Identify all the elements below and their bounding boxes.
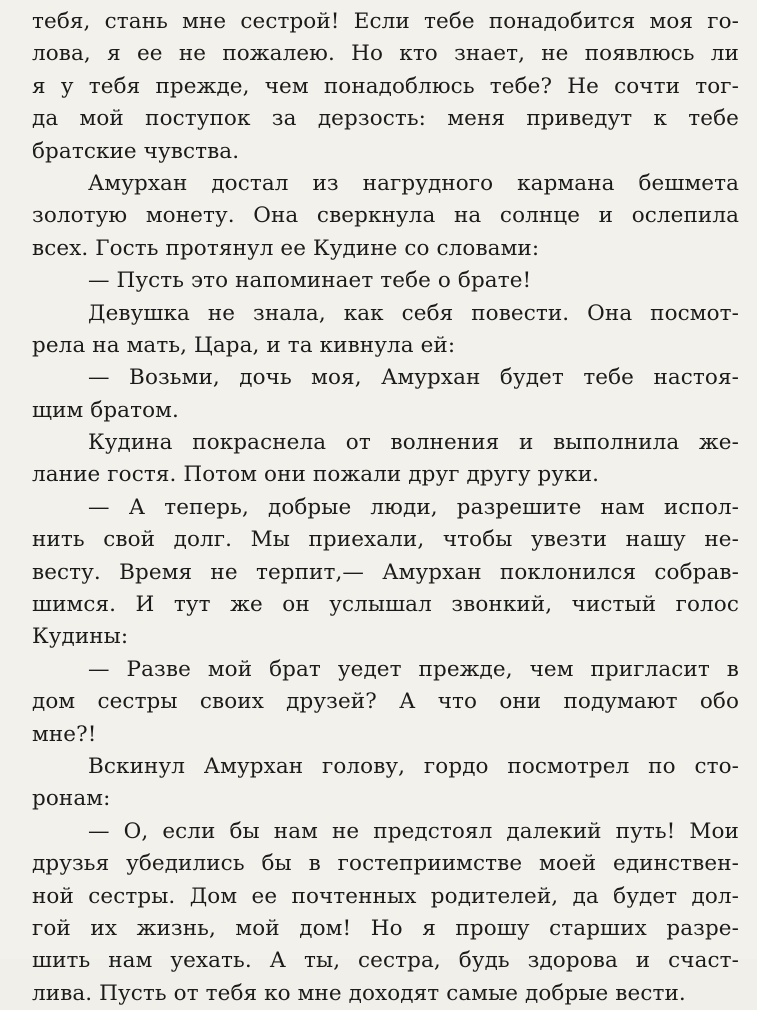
text-line: ронам: xyxy=(32,786,111,812)
text-line: Кудины: xyxy=(32,624,129,650)
text-line: шить нам уехать. А ты, сестра, будь здорова и счаст- xyxy=(32,948,739,974)
paragraph-start-line: Девушка не знала, как себя повести. Она посмот- xyxy=(88,300,739,326)
text-line: золотую монету. Она сверкнула на солнце и ослепила xyxy=(32,203,739,229)
dialogue-line: — А теперь, добрые люди, разрешите нам испол- xyxy=(88,494,739,520)
text-line: я у тебя прежде, чем понадоблюсь тебе? Не сочти тог- xyxy=(32,73,739,99)
text-line: щим братом. xyxy=(32,397,179,423)
text-line: всех. Гость протянул ее Кудине со словами: xyxy=(32,235,540,261)
text-line: весту. Время не терпит,— Амурхан поклонился собрав- xyxy=(32,559,739,585)
text-line: шимся. И тут же он услышал звонкий, чистый голос xyxy=(32,592,739,618)
paragraph-start-line: Амурхан достал из нагрудного кармана бешмета xyxy=(88,170,739,196)
text-line: тебя, стань мне сестрой! Если тебе понадобится моя го- xyxy=(32,9,739,34)
text-line: братские чувства. xyxy=(32,138,240,164)
paragraph-start-line: Вскинул Амурхан голову, гордо посмотрел по сто- xyxy=(88,753,739,779)
paragraph-start-line: Кудина покраснела от волнения и выполнила же- xyxy=(88,430,739,456)
body-text xyxy=(32,6,739,1010)
text-line: лива. Пусть от тебя ко мне доходят самые добрые вести. xyxy=(32,980,686,1006)
text-line: лание гостя. Потом они пожали друг другу руки. xyxy=(32,462,600,488)
dialogue-line: — Разве мой брат уедет прежде, чем пригласит в xyxy=(88,656,739,682)
dialogue-line: — Возьми, дочь моя, Амурхан будет тебе настоя- xyxy=(88,365,739,391)
text-line: нить свой долг. Мы приехали, чтобы увезти нашу не- xyxy=(32,527,739,553)
text-line: мне?! xyxy=(32,721,97,747)
dialogue-line: — Пусть это напоминает тебе о брате! xyxy=(88,268,532,294)
text-line: рела на мать, Цара, и та кивнула ей: xyxy=(32,332,456,358)
text-line: дом сестры своих друзей? А что они подумают обо xyxy=(32,689,739,715)
text-line: лова, я ее не пожалею. Но кто знает, не появлюсь ли xyxy=(32,41,739,67)
text-line: гой их жизнь, мой дом! Но я прошу старших разре- xyxy=(32,915,739,941)
text-line: друзья убедились бы в гостеприимстве моей единствен- xyxy=(32,851,739,877)
text-line: ной сестры. Дом ее почтенных родителей, да будет дол- xyxy=(32,883,739,909)
text-line: да мой поступок за дерзость: меня приведут к тебе xyxy=(32,106,739,132)
dialogue-line: — О, если бы нам не предстоял далекий путь! Мои xyxy=(88,818,739,844)
